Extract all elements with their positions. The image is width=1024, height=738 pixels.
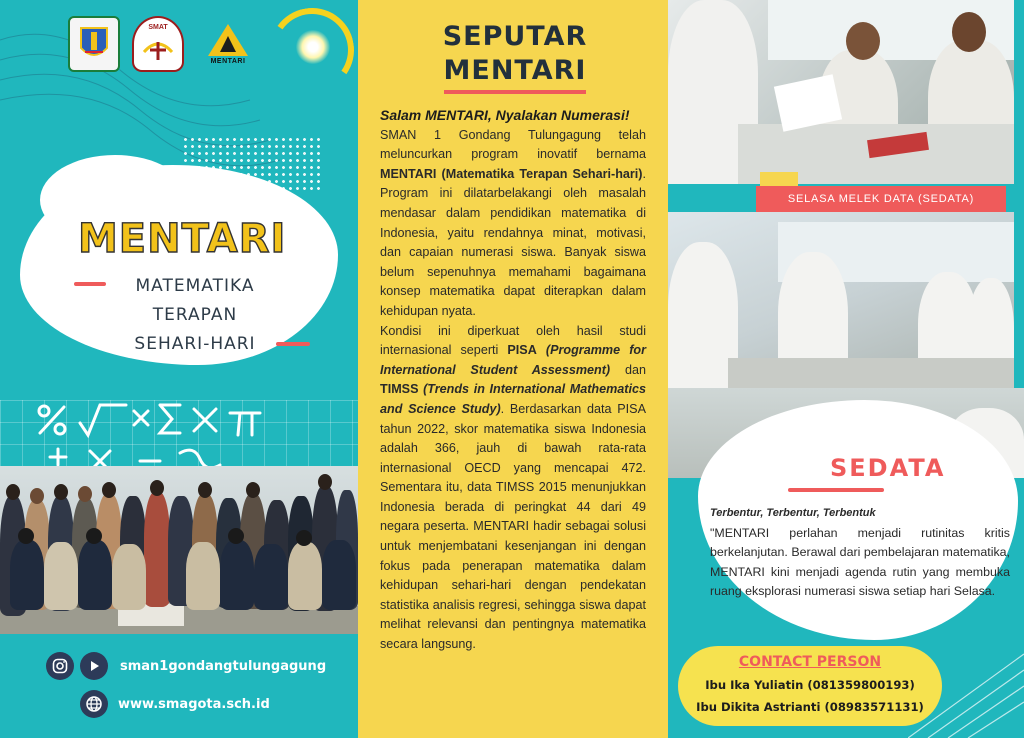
person <box>44 542 78 610</box>
p2-timss-full: (Trends in International Mathematics and Science Study) <box>380 382 646 416</box>
youtube-icon[interactable] <box>80 652 108 680</box>
title-dash-left <box>74 282 106 286</box>
person <box>144 492 170 607</box>
sedata-underline <box>788 488 884 492</box>
center-panel <box>358 0 668 738</box>
website-link[interactable] <box>80 690 270 718</box>
person <box>288 542 322 610</box>
smat-logo-text: SMAT <box>148 24 168 31</box>
article-body <box>380 106 646 655</box>
heading-line-1: SEPUTAR <box>442 21 588 52</box>
quote-title: Terbentur, Terbentur, Terbentuk <box>710 507 876 519</box>
head <box>952 12 986 52</box>
main-title: MENTARI <box>78 216 287 262</box>
heading-line-2: MENTARI <box>444 54 587 94</box>
p2-and: dan <box>610 362 646 377</box>
logo-row <box>68 16 260 72</box>
person <box>78 540 112 610</box>
group-photo <box>0 466 358 634</box>
instagram-icon[interactable] <box>46 652 74 680</box>
contact-person-box <box>678 646 942 726</box>
mentari-logo-text: MENTARI <box>210 57 246 65</box>
head <box>246 482 260 498</box>
contact-title: CONTACT PERSON <box>738 654 882 670</box>
head <box>78 486 92 502</box>
person <box>186 542 220 610</box>
head <box>228 528 244 544</box>
quote-body: "MENTARI perlahan menjadi rutinitas kritis berkelanjutan. Berawal dari pembelajaran matematika, MENTARI kini menjadi agenda rutin yang membuka ruang eksplorasi numerasi siswa setiap hari Selasa. <box>710 525 1010 599</box>
p2-text: Kondisi ini diperkuat oleh hasil studi internasional seperti <box>380 323 646 358</box>
person <box>322 540 356 610</box>
title-dash-right <box>276 342 310 346</box>
article-paragraph-1 <box>380 126 646 322</box>
smat-school-logo <box>132 16 184 72</box>
head <box>846 22 880 60</box>
contact-2[interactable]: Ibu Dikita Astrianti (08983571131) <box>696 700 924 714</box>
head <box>296 530 312 546</box>
person <box>112 544 146 610</box>
jatim-province-logo <box>68 16 120 72</box>
p2-pisa: PISA <box>507 343 537 358</box>
p1-text-cont: . Program ini dilatarbelakangi oleh masalah mendasar dalam pendidikan matematika di Indonesia, yaitu rendahnya minat, motivasi, dan capaian numerasi siswa. Banyak siswa belum sepenuhnya memahami bagaimana konsep matematika dapat diterapkan dalam kehidupan nyata. <box>380 166 646 318</box>
desk <box>728 358 1014 388</box>
p2-timss: TIMSS <box>380 382 419 397</box>
globe-icon <box>80 690 108 718</box>
head <box>102 482 116 498</box>
head <box>86 528 102 544</box>
classroom-photo-1 <box>668 0 1014 184</box>
subtitle-line-1: MATEMATIKA <box>135 276 255 296</box>
person <box>254 544 288 610</box>
head <box>30 488 44 504</box>
sedata-title: SEDATA <box>830 454 946 482</box>
subtitle <box>110 272 280 359</box>
website-url[interactable]: www.smagota.sch.id <box>118 696 270 712</box>
mentari-logo <box>196 16 260 72</box>
center-heading <box>380 20 650 94</box>
p1-text: SMAN 1 Gondang Tulungagung telah meluncurkan program inovatif bernama <box>380 127 646 162</box>
contact-1[interactable]: Ibu Ika Yuliatin (081359800193) <box>705 678 915 692</box>
head <box>6 484 20 500</box>
sun-glow <box>296 30 330 64</box>
subtitle-line-3: SEHARI-HARI <box>134 334 256 354</box>
social-links <box>46 652 326 680</box>
right-panel <box>668 0 1024 738</box>
article-paragraph-2 <box>380 322 646 655</box>
head <box>54 484 68 500</box>
head <box>18 528 34 544</box>
sedata-quote <box>710 504 1010 602</box>
p1-program-name: MENTARI (Matematika Terapan Sehari-hari) <box>380 166 643 181</box>
left-panel <box>0 0 358 738</box>
person <box>10 540 44 610</box>
person <box>220 540 254 610</box>
sedata-tag: SELASA MELEK DATA (SEDATA) <box>756 186 1006 212</box>
article-lead: Salam MENTARI, Nyalakan Numerasi! <box>380 107 630 123</box>
head <box>318 474 332 490</box>
p2-text-cont: . Berdasarkan data PISA tahun 2022, skor matematika siswa Indonesia adalah 366, jauh di bawah rata-rata internasional OECD yang mencapai 472. Sementara itu, data TIMSS 2015 menunjukkan Indonesia berada di peringkat 44 dari 49 negara peserta. MENTARI hadir sebagai solusi untuk menjembatani kesenjangan ini dengan fokus pada penerapan matematika dalam kehidupan sehari-hari dengan pendekatan statistika analisis regresi, sehingga siswa dapat melihat relevansi dan pentingnya matematika secara langsung. <box>380 401 646 652</box>
social-handle[interactable]: sman1gondangtulungagung <box>120 658 327 674</box>
head <box>198 482 212 498</box>
classroom-photo-2 <box>668 212 1014 388</box>
mentari-logo-triangle-icon <box>208 24 248 56</box>
head <box>150 480 164 496</box>
p2-pisa-full: (Programme for International Student Assessment) <box>380 343 646 377</box>
subtitle-line-2: TERAPAN <box>152 305 238 325</box>
